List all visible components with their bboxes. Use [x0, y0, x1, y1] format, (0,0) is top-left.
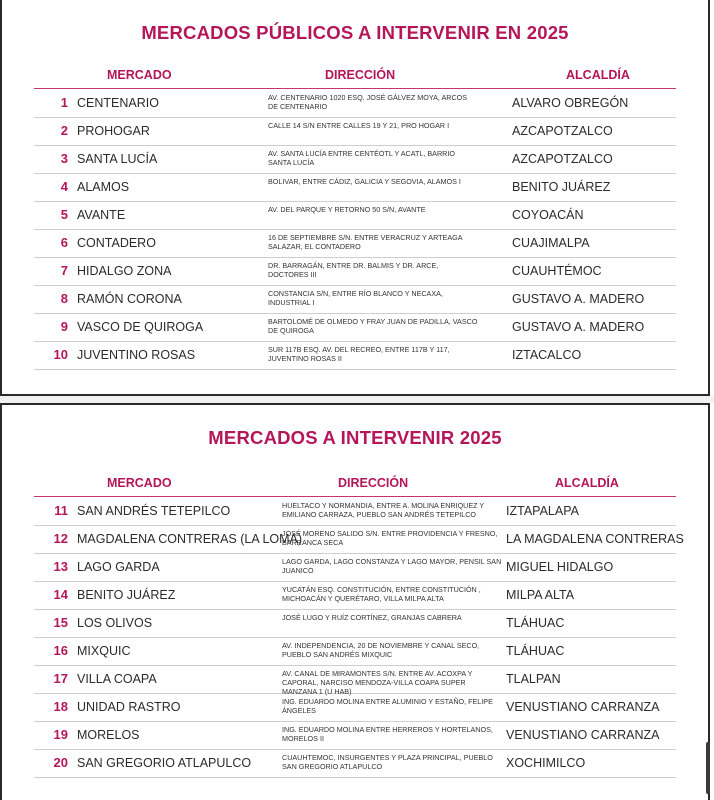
table-row [34, 341, 676, 370]
markets-2025-public-panel [0, 0, 710, 396]
table-row [34, 145, 676, 174]
market-name: VILLA COAPA [77, 672, 157, 686]
market-name: BENITO JUÁREZ [77, 588, 176, 602]
scrollbar[interactable] [706, 742, 710, 794]
header-mercado: MERCADO [107, 476, 172, 490]
row-number: 9 [60, 319, 68, 334]
row-number: 12 [53, 531, 68, 546]
row-number: 10 [53, 347, 68, 362]
header-direccion: DIRECCIÓN [325, 68, 396, 82]
section2-title: MERCADOS A INTERVENIR 2025 [208, 427, 502, 448]
header-alcaldia: ALCALDÍA [555, 476, 619, 490]
market-name: MIXQUIC [77, 644, 131, 658]
market-alcaldia: MILPA ALTA [506, 588, 575, 602]
market-alcaldia: GUSTAVO A. MADERO [512, 292, 645, 306]
market-alcaldia: BENITO JUÁREZ [512, 180, 611, 194]
market-alcaldia: GUSTAVO A. MADERO [512, 320, 645, 334]
market-alcaldia: CUAUHTÉMOC [512, 264, 602, 278]
table-row [34, 117, 676, 146]
market-address: ING. EDUARDO MOLINA ENTRE HERREROS Y HORTELANOS, MORELOS II [282, 725, 493, 743]
market-address: BARTOLOMÉ DE OLMEDO Y FRAY JUAN DE PADILLA, VASCO DE QUIROGA [268, 317, 478, 335]
market-address: JOSÉ LUGO Y RUÍZ CORTÍNEZ, GRANJAS CABRERA [282, 613, 462, 622]
market-address: CUAUHTEMOC, INSURGENTES Y PLAZA PRINCIPAL, PUEBLO SAN GREGORIO ATLAPULCO [282, 753, 493, 771]
market-name: CENTENARIO [77, 96, 159, 110]
market-name: HIDALGO ZONA [77, 264, 172, 278]
panel-separator [0, 396, 714, 403]
table-row [34, 637, 676, 666]
table-row [34, 497, 676, 526]
table-row [34, 721, 676, 750]
market-name: AVANTE [77, 208, 126, 222]
market-alcaldia: AZCAPOTZALCO [512, 152, 613, 166]
market-address: JOSÉ MORENO SALIDO S/N. ENTRE PROVIDENCIA Y FRESNO, BARRANCA SECA [282, 529, 498, 547]
section1-header-row [34, 68, 676, 89]
market-alcaldia: IZTAPALAPA [506, 504, 579, 518]
market-address: LAGO GARDA, LAGO CONSTANZA Y LAGO MAYOR, PENSIL SAN JUANICO [282, 557, 502, 575]
market-name: SAN GREGORIO ATLAPULCO [77, 756, 252, 770]
row-number: 1 [60, 95, 68, 110]
table-row [34, 609, 676, 638]
market-address: AV. CANAL DE MIRAMONTES S/N. ENTRE AV. ACOXPA Y CAPORAL, NARCISO MENDOZA-VILLA COAPA SUPER MANZANA 1 (U HAB) [282, 669, 473, 696]
header-mercado: MERCADO [107, 68, 172, 82]
table-row [34, 201, 676, 230]
market-name: PROHOGAR [77, 124, 150, 138]
market-address: YUCATÁN ESQ. CONSTITUCIÓN, ENTRE CONSTITUCIÓN , MICHOACÁN Y QUERÉTARO, VILLA MILPA ALTA [282, 585, 481, 603]
market-name: ALAMOS [77, 180, 130, 194]
market-name: JUVENTINO ROSAS [77, 348, 196, 362]
market-alcaldia: TLÁHUAC [506, 616, 565, 630]
row-number: 4 [60, 179, 68, 194]
market-alcaldia: ALVARO OBREGÓN [512, 96, 629, 110]
table-row [34, 693, 676, 722]
table-row [34, 665, 676, 694]
market-address: CONSTANCIA S/N, ENTRE RÍO BLANCO Y NECAXA, INDUSTRIAL I [268, 289, 443, 307]
market-name: SANTA LUCÍA [77, 152, 158, 166]
market-alcaldia: TLÁHUAC [506, 644, 565, 658]
table-row [34, 89, 676, 118]
header-direccion: DIRECCIÓN [338, 476, 409, 490]
market-name: VASCO DE QUIROGA [77, 320, 204, 334]
table-row [34, 313, 676, 342]
row-number: 3 [60, 151, 68, 166]
row-number: 5 [60, 207, 68, 222]
row-number: 7 [60, 263, 68, 278]
market-alcaldia: CUAJIMALPA [512, 236, 590, 250]
market-alcaldia: AZCAPOTZALCO [512, 124, 613, 138]
markets-2025-panel [0, 403, 710, 800]
market-alcaldia: MIGUEL HIDALGO [506, 560, 614, 574]
row-number: 11 [54, 503, 68, 518]
market-address: 16 DE SEPTIEMBRE S/N. ENTRE VERACRUZ Y ARTEAGA SALAZAR, EL CONTADERO [268, 233, 463, 251]
row-number: 15 [53, 615, 68, 630]
market-name: LAGO GARDA [77, 560, 160, 574]
market-address: AV. SANTA LUCÍA ENTRE CENTÉOTL Y ACATL, BARRIO SANTA LUCÍA [268, 149, 455, 167]
market-alcaldia: VENUSTIANO CARRANZA [506, 700, 660, 714]
market-alcaldia: IZTACALCO [512, 348, 582, 362]
row-number: 2 [60, 123, 68, 138]
section2-header-row [34, 476, 676, 497]
header-alcaldia: ALCALDÍA [566, 68, 630, 82]
market-name: MORELOS [77, 728, 140, 742]
market-name: UNIDAD RASTRO [77, 700, 181, 714]
row-number: 13 [53, 559, 68, 574]
market-address: DR. BARRAGÁN, ENTRE DR. BALMIS Y DR. ARCE, DOCTORES III [268, 261, 439, 279]
table-row [34, 229, 676, 258]
row-number: 17 [53, 671, 68, 686]
market-address: AV. CENTENARIO 1020 ESQ. JOSÉ GÁLVEZ MOYA, ARCOS DE CENTENARIO [268, 93, 468, 111]
market-address: ING. EDUARDO MOLINA ENTRE ALUMINIO Y ESTAÑO, FELIPE ÁNGELES [282, 697, 493, 715]
market-name: MAGDALENA CONTRERAS (LA LOMA) [77, 532, 303, 546]
market-address: SUR 117B ESQ. AV. DEL RECREO, ENTRE 117B Y 117, JUVENTINO ROSAS II [268, 345, 450, 363]
row-number: 14 [53, 587, 68, 602]
market-alcaldia: LA MAGDALENA CONTRERAS [506, 532, 684, 546]
section1-title: MERCADOS PÚBLICOS A INTERVENIR EN 2025 [141, 22, 569, 43]
row-number: 20 [53, 755, 68, 770]
market-alcaldia: COYOACÁN [512, 208, 584, 222]
market-name: LOS OLIVOS [77, 616, 153, 630]
market-address: BOLIVAR, ENTRE CÁDIZ, GALICIA Y SEGOVIA, ALAMOS I [268, 177, 461, 186]
market-address: CALLE 14 S/N ENTRE CALLES 19 Y 21, PRO HOGAR I [268, 121, 450, 130]
market-alcaldia: VENUSTIANO CARRANZA [506, 728, 660, 742]
table-row [34, 581, 676, 610]
row-number: 16 [53, 643, 68, 658]
table-row [34, 553, 676, 582]
market-name: SAN ANDRÉS TETEPILCO [77, 504, 231, 518]
market-address: AV. INDEPENDENCIA, 20 DE NOVIEMBRE Y CANAL SECO, PUEBLO SAN ANDRÉS MIXQUIC [282, 641, 480, 659]
table-row [34, 525, 684, 554]
market-alcaldia: XOCHIMILCO [506, 756, 586, 770]
table-row [34, 173, 676, 202]
table-row [34, 285, 676, 314]
row-number: 18 [53, 699, 68, 714]
table-row [34, 749, 676, 778]
market-alcaldia: TLALPAN [506, 672, 561, 686]
market-address: AV. DEL PARQUE Y RETORNO 50 S/N, AVANTE [268, 205, 426, 214]
market-name: RAMÓN CORONA [77, 292, 182, 306]
row-number: 19 [53, 727, 68, 742]
market-name: CONTADERO [77, 236, 156, 250]
row-number: 6 [60, 235, 68, 250]
table-row [34, 257, 676, 286]
market-address: HUELTACO Y NORMANDIA, ENTRE A. MOLINA ENRIQUEZ Y EMILIANO CARRAZA, PUEBLO SAN ANDRÉS TETEPILCO [282, 501, 485, 519]
row-number: 8 [60, 291, 68, 306]
